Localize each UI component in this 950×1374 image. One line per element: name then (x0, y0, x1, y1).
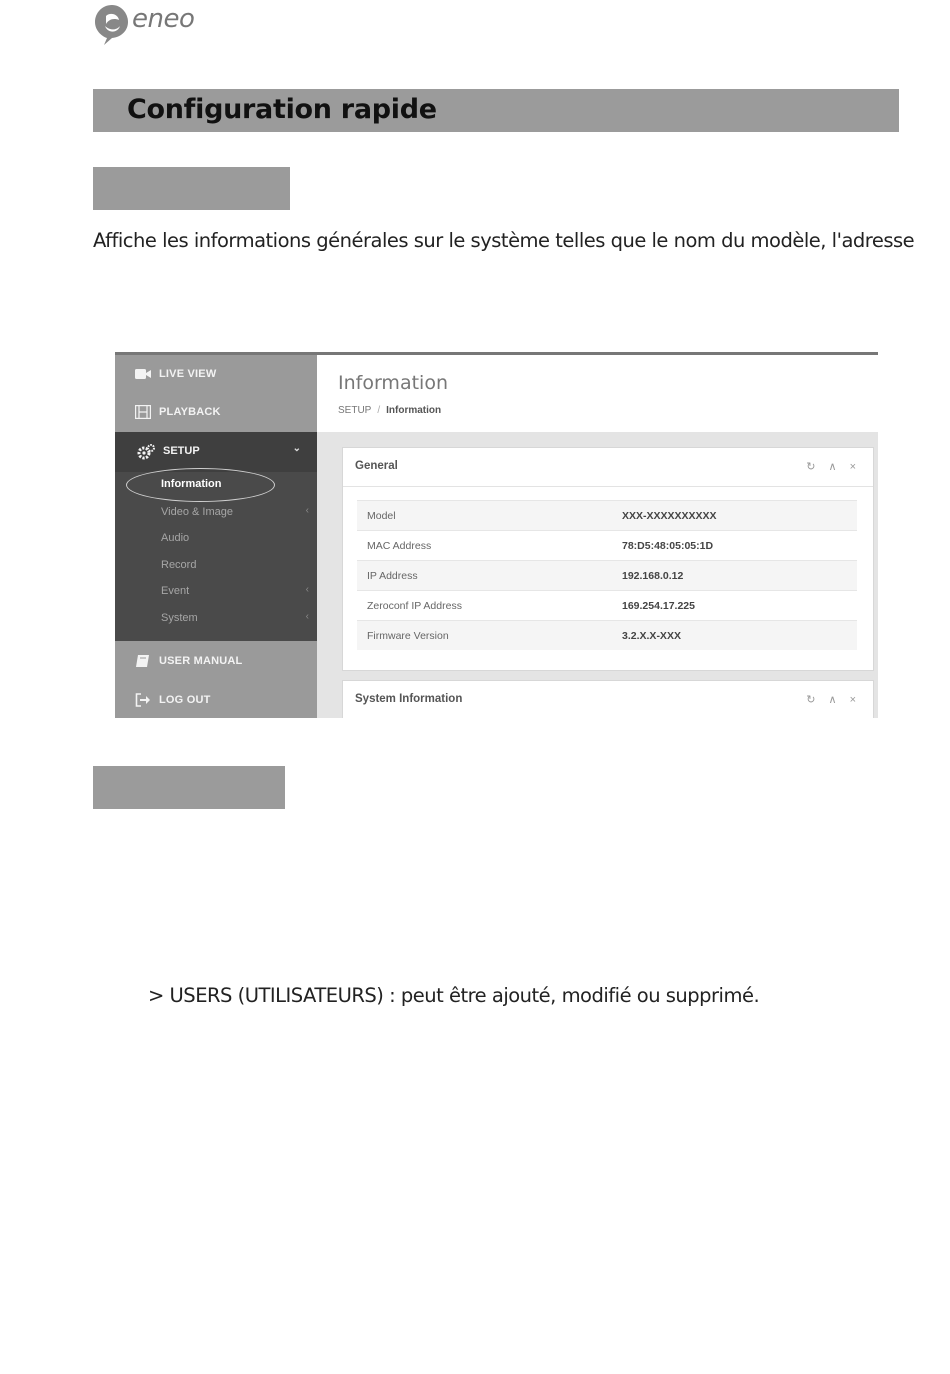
web-ui-screenshot (115, 352, 878, 718)
panel-tools-icons[interactable]: ↻ ∧ × (806, 694, 861, 706)
logo-wordmark: eneo (132, 4, 195, 34)
panel-tools-icons[interactable]: ↻ ∧ × (806, 461, 861, 473)
section-heading-box-1 (93, 167, 290, 210)
sidebar-item-label: SETUP (163, 445, 200, 457)
subitem-label: Information (161, 478, 222, 490)
users-bullet-text: > USERS (UTILISATEURS) : peut être ajouté, modifié ou supprimé. (148, 984, 760, 1007)
sidebar-subitem-system[interactable] (115, 606, 317, 632)
general-panel (342, 447, 874, 671)
sidebar (115, 355, 317, 718)
panel-title: System Information (355, 693, 463, 705)
sidebar-subitem-event[interactable] (115, 579, 317, 605)
breadcrumb (338, 405, 441, 416)
table-row (357, 501, 857, 531)
book-icon (135, 654, 151, 668)
info-table (357, 500, 857, 650)
system-information-panel (342, 680, 874, 718)
row-value: 78:D5:48:05:05:1D (612, 531, 857, 561)
row-key: IP Address (357, 561, 612, 591)
table-row (357, 531, 857, 561)
row-key: MAC Address (357, 531, 612, 561)
sidebar-item-user-manual[interactable] (115, 642, 317, 682)
sidebar-item-setup[interactable] (115, 432, 317, 472)
content-header (317, 355, 878, 432)
sidebar-subitem-information[interactable] (115, 472, 317, 498)
sidebar-item-label: LOG OUT (159, 694, 211, 706)
sidebar-subitem-video-image[interactable] (115, 500, 317, 526)
table-row (357, 561, 857, 591)
description-paragraph: Affiche les informations générales sur le système telles que le nom du modèle, l'adresse (93, 229, 915, 252)
row-value: 192.168.0.12 (612, 561, 857, 591)
row-key: Zeroconf IP Address (357, 591, 612, 621)
sidebar-item-live-view[interactable] (115, 355, 317, 395)
subitem-label: Video & Image (161, 506, 233, 518)
gears-icon (137, 444, 155, 460)
sidebar-item-label: LIVE VIEW (159, 368, 217, 380)
section-title-bar (93, 89, 899, 132)
setup-menu (115, 432, 317, 641)
subitem-label: Record (161, 559, 197, 571)
subitem-label: System (161, 612, 198, 624)
sidebar-item-playback[interactable] (115, 393, 317, 433)
breadcrumb-root[interactable]: SETUP (338, 405, 372, 416)
table-row (357, 621, 857, 651)
breadcrumb-separator: / (377, 405, 381, 416)
sidebar-subitem-record[interactable] (115, 553, 317, 579)
sidebar-item-label: PLAYBACK (159, 406, 221, 418)
subitem-label: Event (161, 585, 190, 597)
row-value: XXX-XXXXXXXXXX (612, 501, 857, 531)
content-title: Information (338, 372, 448, 394)
chevron-down-icon: ⌄ (292, 443, 301, 454)
table-row (357, 591, 857, 621)
row-value: 3.2.X.X-XXX (612, 621, 857, 651)
subitem-label: Audio (161, 532, 190, 544)
panel-title: General (355, 460, 398, 472)
divider (343, 486, 873, 487)
main-content (317, 355, 878, 718)
section-heading-box-2 (93, 766, 285, 809)
page-title: Configuration rapide (127, 94, 437, 125)
sidebar-item-log-out[interactable] (115, 681, 317, 718)
chevron-left-icon: ‹ (305, 611, 309, 622)
film-icon (135, 405, 151, 419)
logout-icon (135, 693, 151, 707)
chevron-left-icon: ‹ (305, 505, 309, 516)
video-camera-icon (135, 367, 151, 381)
row-value: 169.254.17.225 (612, 591, 857, 621)
sidebar-item-label: USER MANUAL (159, 655, 243, 667)
breadcrumb-current: Information (386, 405, 442, 416)
row-key: Firmware Version (357, 621, 612, 651)
eneo-logo (92, 2, 202, 46)
row-key: Model (357, 501, 612, 531)
chevron-left-icon: ‹ (305, 584, 309, 595)
eneo-logo-icon (92, 2, 132, 46)
sidebar-subitem-audio[interactable] (115, 526, 317, 552)
